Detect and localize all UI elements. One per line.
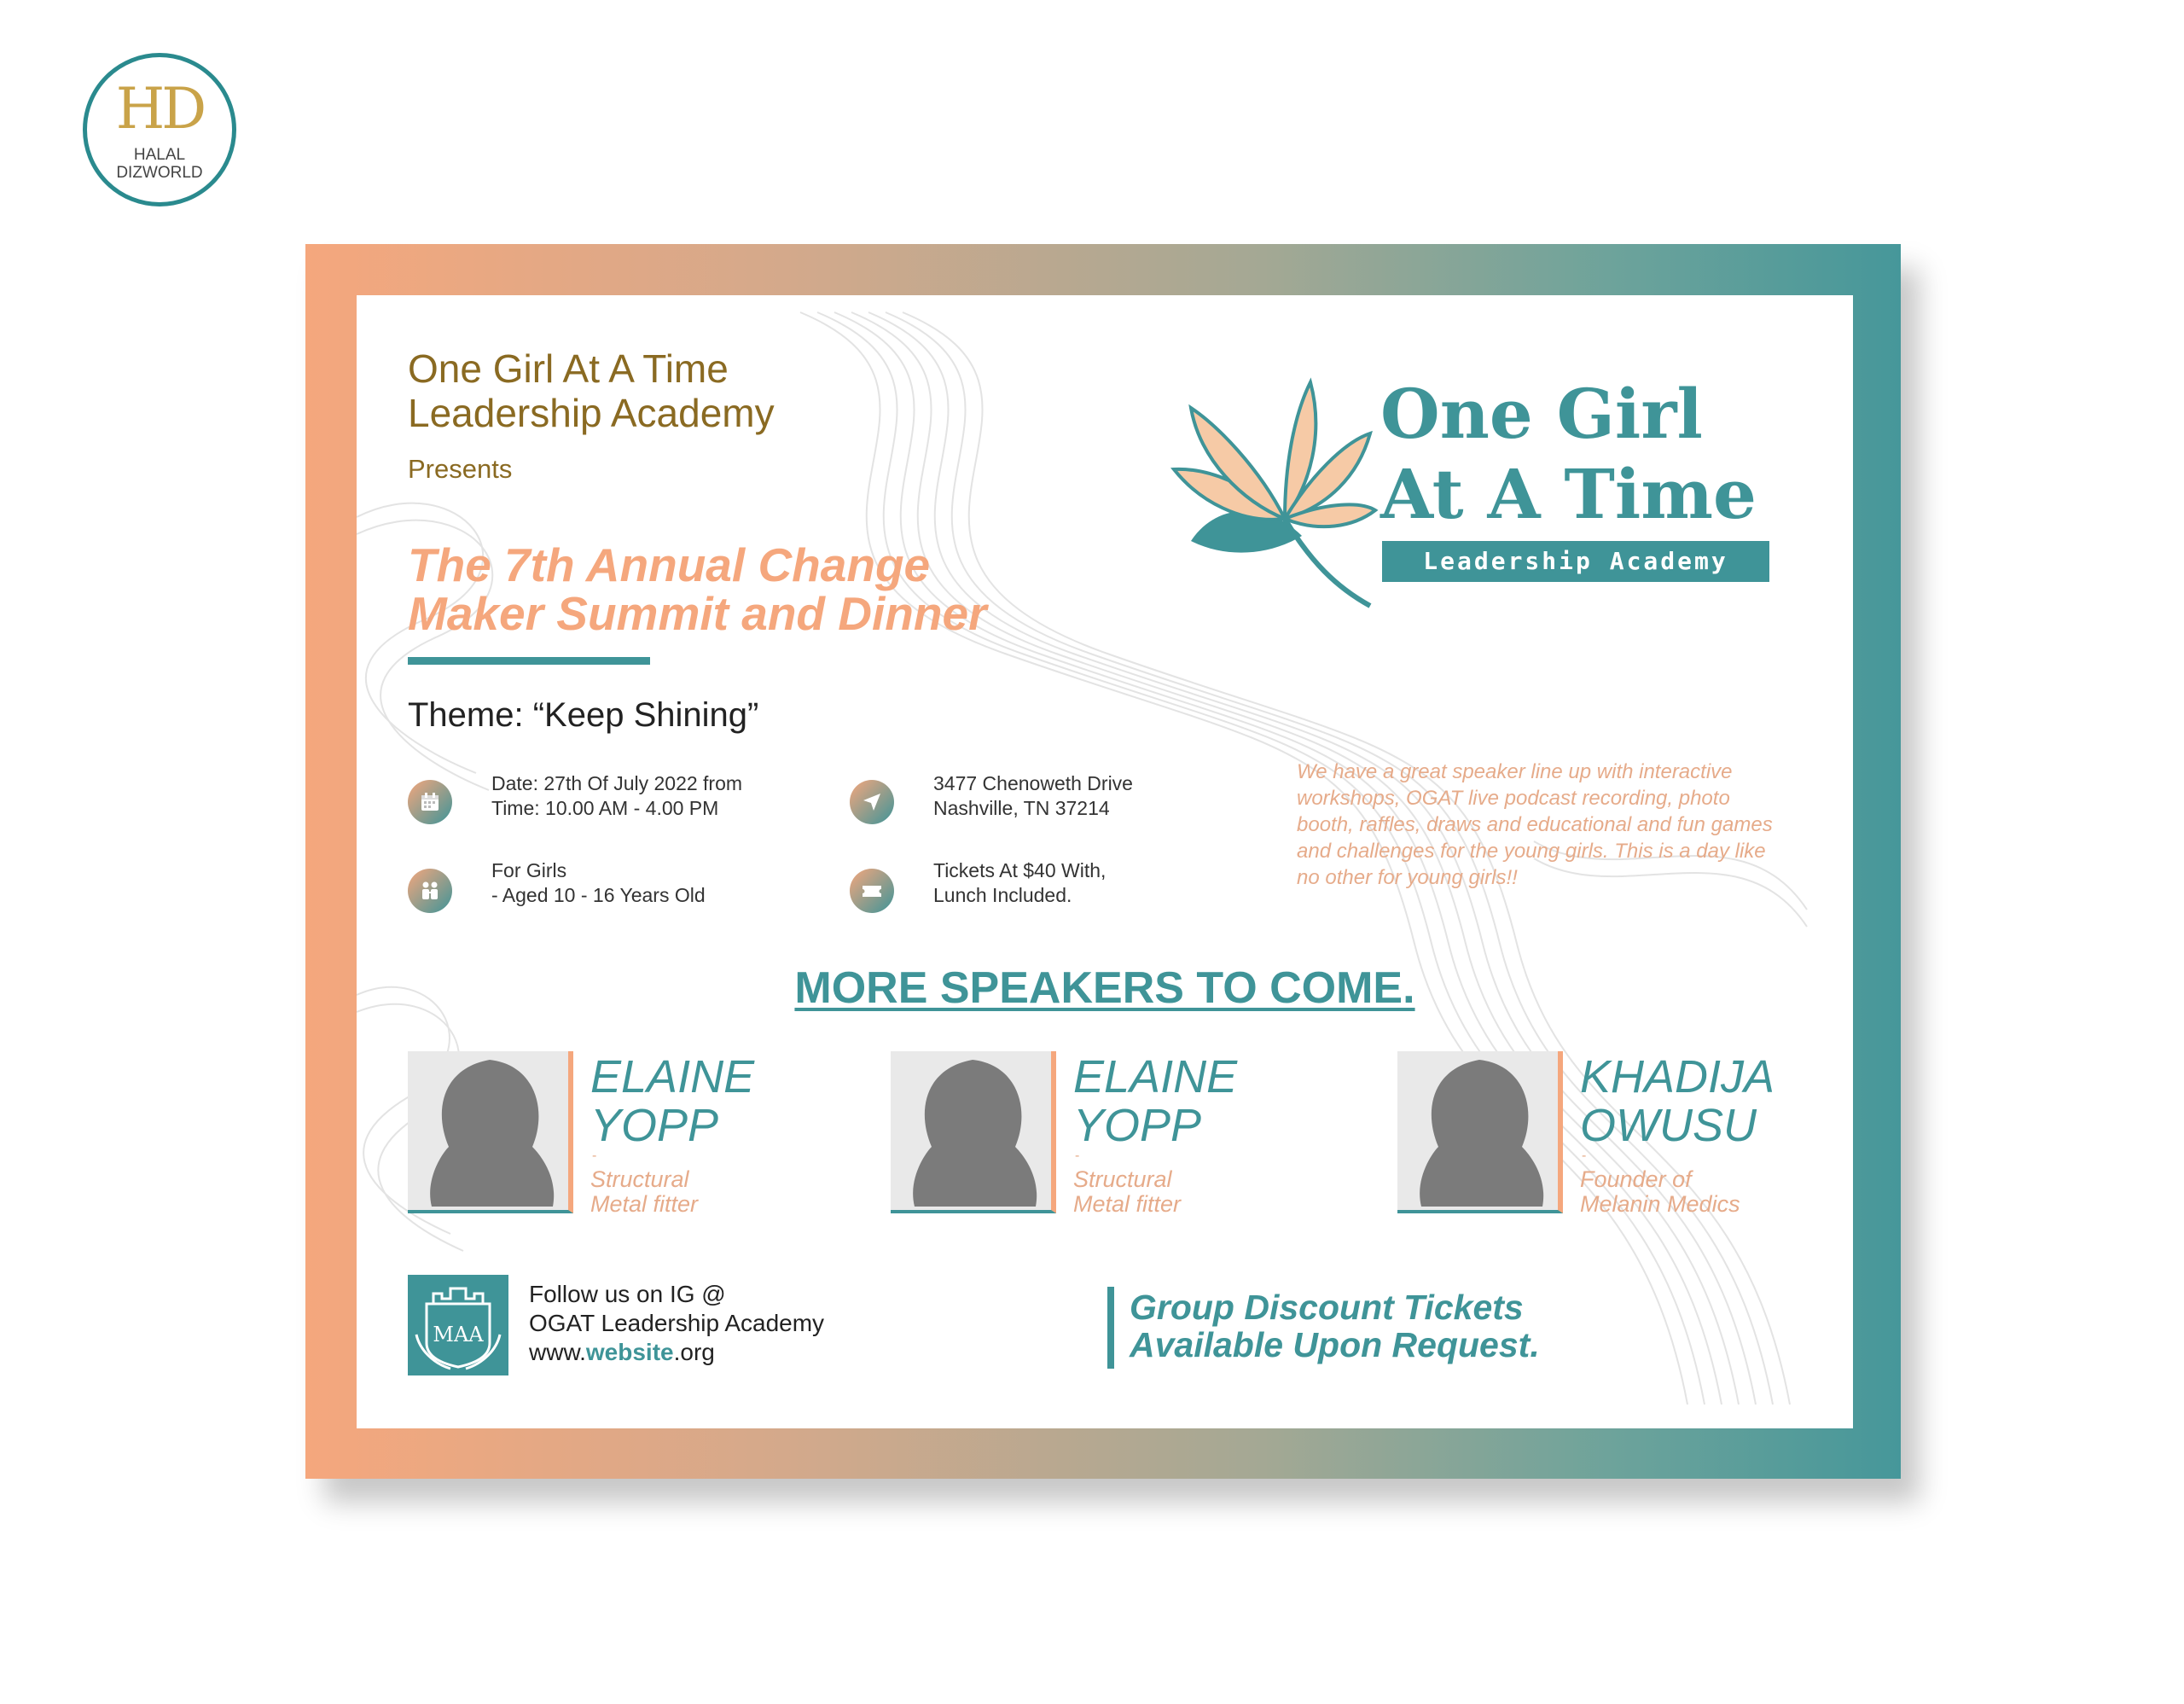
speaker-separator: - bbox=[592, 1149, 597, 1163]
ticket-icon bbox=[850, 869, 894, 913]
detail-street: 3477 Chenoweth Drive bbox=[933, 772, 1133, 794]
speaker-first-name: ELAINE bbox=[590, 1051, 755, 1102]
calendar-icon bbox=[408, 780, 452, 824]
follow-instagram-label: Follow us on IG @ bbox=[529, 1281, 726, 1307]
brand-line2: DIZWORLD bbox=[116, 164, 203, 182]
speaker-card bbox=[408, 1051, 851, 1222]
group-discount-note bbox=[1130, 1288, 1727, 1364]
person-silhouette-icon bbox=[1397, 1051, 1563, 1213]
organization-name bbox=[408, 346, 1005, 435]
speaker-separator: - bbox=[1582, 1149, 1587, 1163]
speaker-name bbox=[590, 1053, 863, 1150]
people-icon bbox=[408, 869, 452, 913]
detail-address bbox=[933, 771, 1240, 821]
speaker-first-name: ELAINE bbox=[1073, 1051, 1238, 1102]
speaker-role-line2: Metal fitter bbox=[590, 1191, 699, 1217]
location-arrow-icon bbox=[850, 780, 894, 824]
flyer-card bbox=[357, 295, 1853, 1428]
logo-title-line1: One Girl bbox=[1380, 374, 1703, 454]
speaker-photo-placeholder bbox=[891, 1051, 1056, 1213]
speaker-card bbox=[891, 1051, 1334, 1222]
detail-city: Nashville, TN 37214 bbox=[933, 797, 1110, 819]
detail-age-range: - Aged 10 - 16 Years Old bbox=[491, 884, 706, 906]
speaker-role bbox=[590, 1167, 863, 1217]
website-link[interactable] bbox=[529, 1338, 824, 1367]
speaker-name bbox=[1073, 1053, 1346, 1150]
event-theme: Theme: “Keep Shining” bbox=[408, 696, 759, 734]
detail-time: Time: 10.00 AM - 4.00 PM bbox=[491, 797, 719, 819]
brand-wordmark bbox=[87, 146, 232, 182]
speaker-last-name: YOPP bbox=[590, 1100, 719, 1151]
speaker-first-name: KHADIJA bbox=[1580, 1051, 1775, 1102]
title-underline bbox=[408, 657, 650, 665]
discount-line1: Group Discount Tickets bbox=[1130, 1288, 1524, 1327]
speaker-role-line2: Melanin Medics bbox=[1580, 1191, 1740, 1217]
flyer-frame bbox=[305, 244, 1901, 1479]
url-domain: website bbox=[585, 1339, 674, 1365]
speaker-last-name: OWUSU bbox=[1580, 1100, 1757, 1151]
detail-audience bbox=[491, 858, 799, 908]
discount-accent-bar bbox=[1107, 1287, 1114, 1369]
brand-monogram: HD bbox=[115, 76, 204, 142]
speaker-role-line1: Founder of bbox=[1580, 1166, 1692, 1192]
speaker-role bbox=[1073, 1167, 1346, 1217]
logo-title-line2: At A Time bbox=[1380, 454, 1757, 534]
detail-for-girls: For Girls bbox=[491, 859, 567, 881]
lily-flower-icon bbox=[1157, 374, 1379, 613]
speaker-card bbox=[1397, 1051, 1841, 1222]
halal-dizworld-logo bbox=[83, 53, 236, 206]
speaker-photo-placeholder bbox=[1397, 1051, 1563, 1213]
logo-title bbox=[1380, 374, 1807, 534]
detail-tickets bbox=[933, 858, 1240, 908]
logo-subtitle: Leadership Academy bbox=[1382, 541, 1769, 582]
academy-logo bbox=[1157, 374, 1788, 613]
org-name-line1: One Girl At A Time bbox=[408, 346, 729, 391]
discount-line2: Available Upon Request. bbox=[1130, 1325, 1540, 1364]
brand-line1: HALAL bbox=[133, 146, 186, 164]
event-title-line1: The 7th Annual Change bbox=[408, 538, 931, 591]
speaker-role-line2: Metal fitter bbox=[1073, 1191, 1182, 1217]
person-silhouette-icon bbox=[408, 1051, 573, 1213]
maa-crest-logo bbox=[408, 1275, 508, 1375]
person-silhouette-icon bbox=[891, 1051, 1056, 1213]
speaker-photo-placeholder bbox=[408, 1051, 573, 1213]
social-follow-info bbox=[529, 1280, 824, 1367]
org-name-line2: Leadership Academy bbox=[408, 391, 775, 435]
speaker-role-line1: Structural bbox=[1073, 1166, 1172, 1192]
speakers-heading: MORE SPEAKERS TO COME. bbox=[794, 963, 1415, 1013]
detail-ticket-price: Tickets At $40 With, bbox=[933, 859, 1107, 881]
event-title-line2: Maker Summit and Dinner bbox=[408, 587, 987, 640]
detail-date-time bbox=[491, 771, 799, 821]
speaker-role bbox=[1580, 1167, 1853, 1217]
event-title bbox=[408, 538, 1176, 640]
speaker-last-name: YOPP bbox=[1073, 1100, 1202, 1151]
maa-badge-text: MAA bbox=[433, 1323, 484, 1346]
detail-date: Date: 27th Of July 2022 from bbox=[491, 772, 743, 794]
speaker-separator: - bbox=[1075, 1149, 1080, 1163]
url-tld: .org bbox=[673, 1339, 715, 1365]
speaker-role-line1: Structural bbox=[590, 1166, 689, 1192]
presents-label: Presents bbox=[408, 454, 513, 484]
detail-lunch: Lunch Included. bbox=[933, 884, 1072, 906]
instagram-handle: OGAT Leadership Academy bbox=[529, 1310, 825, 1336]
url-prefix: www. bbox=[529, 1339, 586, 1365]
speaker-name bbox=[1580, 1053, 1853, 1150]
event-description: We have a great speaker line up with interactive workshops, OGAT live podcast recording, photo booth, raffles, draws and educational and fun games and challenges for the young girls. This is a day like no other for young girls!! bbox=[1297, 760, 1773, 889]
